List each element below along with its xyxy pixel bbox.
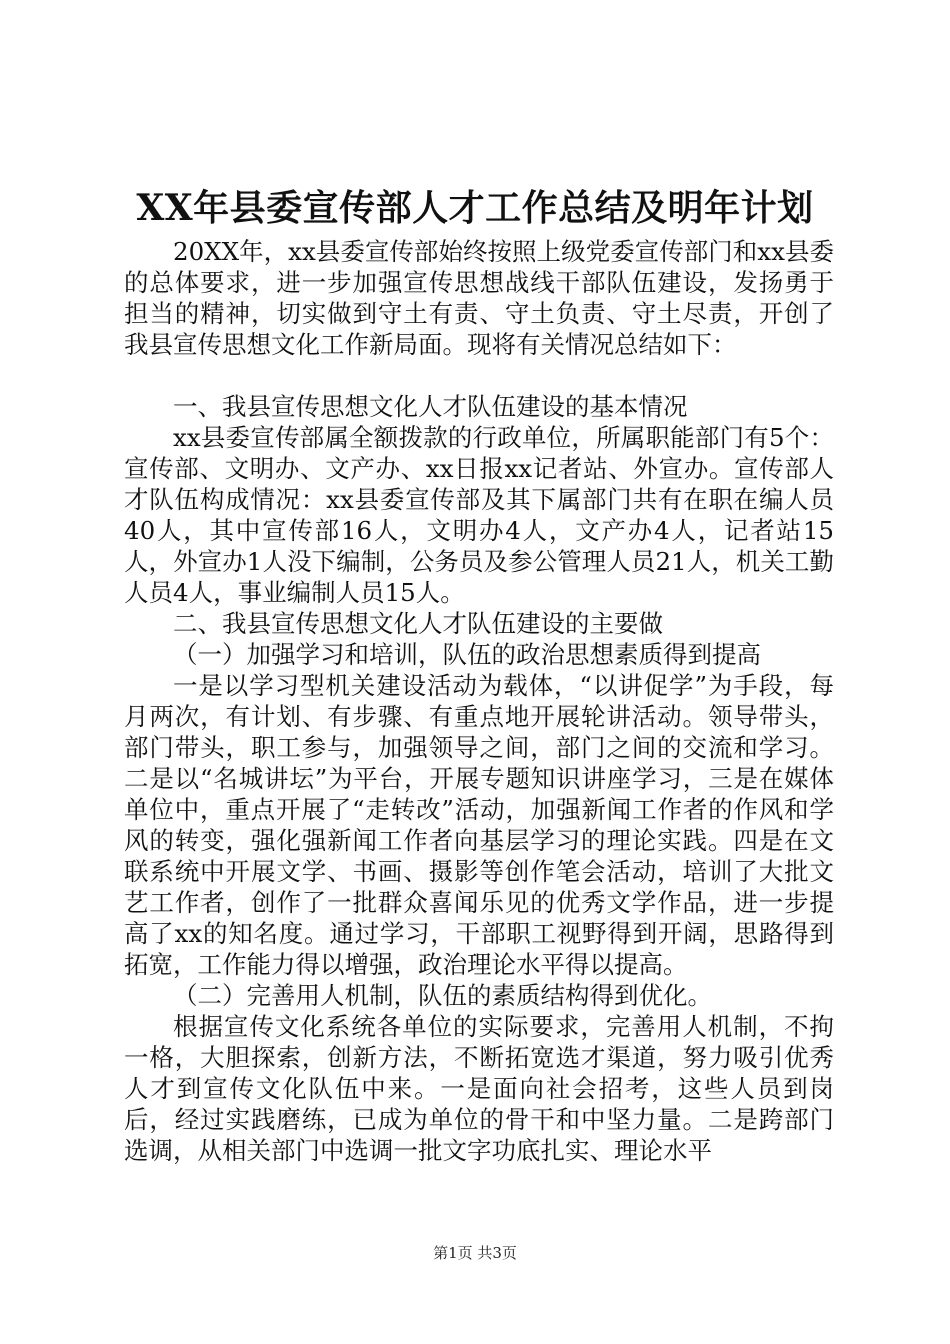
section-heading-1: 一、我县宣传思想文化人才队伍建设的基本情况 [173,392,688,421]
page-indicator: 第1页 共3页 [433,1244,517,1262]
document-body [124,236,834,1166]
body-paragraph: xx县委宣传部属全额拨款的行政单位，所属职能部门有5个：宣传部、文明办、文产办、xx日报xx记者站、外宣办。宣传部人才队伍构成情况：xx县委宣传部及其下属部门共有在职在编人员40人，其中宣传部16人，文明办4人，文产办4人，记者站15人，外宣办1人没下编制，公务员及参公管理人员21人，机关工勤人员4人，事业编制人员15人。 [124,423,834,607]
intro-paragraph: 20XX年，xx县委宣传部始终按照上级党委宣传部门和xx县委的总体要求，进一步加强宣传思想战线干部队伍建设，发扬勇于担当的精神，切实做到守土有责、守土负责、守土尽责，开创了我县宣传思想文化工作新局面。现将有关情况总结如下： [124,237,834,359]
subsection-heading-2: （二）完善用人机制，队伍的素质结构得到优化。 [173,981,712,1010]
body-paragraph: 根据宣传文化系统各单位的实际要求，完善用人机制，不拘一格，大胆探索，创新方法，不断拓宽选才渠道，努力吸引优秀人才到宣传文化队伍中来。一是面向社会招考，这些人员到岗后，经过实践磨练，已成为单位的骨干和中坚力量。二是跨部门选调，从相关部门中选调一批文字功底扎实、理论水平 [124,1012,834,1165]
subsection-heading-1: （一）加强学习和培训，队伍的政治思想素质得到提高 [173,640,761,669]
document-title: XX年县委宣传部人才工作总结及明年计划 [136,187,814,229]
body-paragraph: 一是以学习型机关建设活动为载体，“以讲促学”为手段，每月两次，有计划、有步骤、有重点地开展轮讲活动。领导带头，部门带头，职工参与，加强领导之间，部门之间的交流和学习。二是以“名城讲坛”为平台，开展专题知识讲座学习，三是在媒体单位中，重点开展了“走转改”活动，加强新闻工作者的作风和学风的转变，强化强新闻工作者向基层学习的理论实践。四是在文联系统中开展文学、书画、摄影等创作笔会活动，培训了大批文艺工作者，创作了一批群众喜闻乐见的优秀文学作品，进一步提高了xx的知名度。通过学习，干部职工视野得到开阔，思路得到拓宽，工作能力得以增强，政治理论水平得以提高。 [124,671,834,979]
section-heading-2: 二、我县宣传思想文化人才队伍建设的主要做 [173,609,663,638]
